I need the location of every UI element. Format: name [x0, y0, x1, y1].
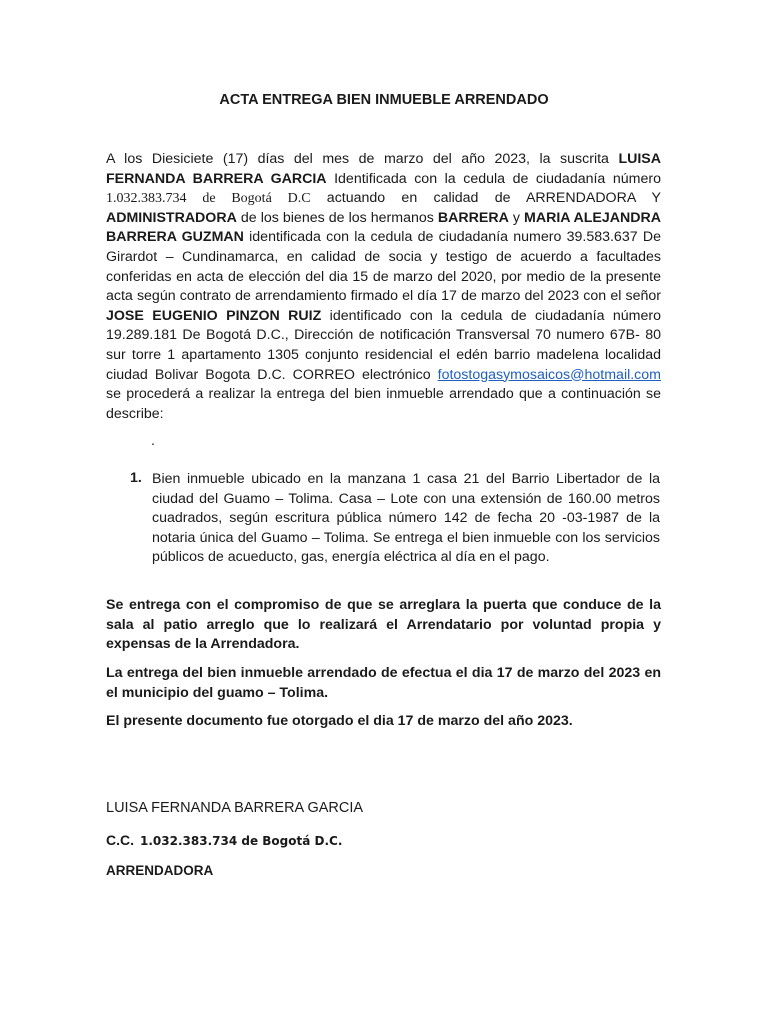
witness-name: MARIA ALEJANDRA BARRERA GUZMAN: [106, 209, 661, 246]
delivery-paragraph: La entrega del bien inmueble arrendado de efectua el dia 17 de marzo del 2023 en el municipio del guamo – Tolima.: [106, 665, 661, 701]
list-item-number: 1.: [130, 470, 142, 486]
intro-text-4: de los bienes de los hermanos: [236, 209, 438, 226]
arrendadora-id: 1.032.383.734 de Bogotá D.C: [106, 191, 311, 207]
barrera-label: BARRERA: [437, 209, 509, 226]
signature-cc-number: 1.032.383.734 de Bogotá D.C.: [140, 834, 343, 848]
stray-dot: .: [151, 432, 155, 448]
intro-text-1: A los Diesiciete (17) días del mes de marzo del año 2023, la suscrita: [106, 151, 619, 167]
intro-text-5: y: [508, 209, 525, 226]
signature-cc-label: C.C.: [106, 832, 134, 848]
signature-name: LUISA FERNANDA BARRERA GARCIA: [106, 800, 364, 816]
intro-text-3: actuando en calidad de ARRENDADORA Y: [310, 190, 661, 207]
intro-text-2: Identificada con la cedula de ciudadanía número: [326, 170, 661, 187]
commitment-paragraph: Se entrega con el compromiso de que se arreglara la puerta que conduce de la sala al patio arreglo que lo realizará el Arrendatario por voluntad propia y expensas de la Arrendadora.: [106, 597, 661, 653]
intro-text-8: se procederá a realizar la entrega del bien inmueble arrendado que a continuación se describe:: [106, 386, 661, 422]
intro-text-6: identificada con la cedula de ciudadanía numero 39.583.637 De Girardot – Cundinamarca, en calidad de socia y testigo de acuerdo a facultades conferidas en acta de elección del dia 15 de marzo del 2020, por medio de la presente acta según contrato de arrendamiento firmado el día 17 de marzo del 2023 con el señor: [106, 229, 661, 305]
intro-paragraph: [106, 150, 661, 424]
intro-text-7: identificado con la cedula de ciudadanía número 19.289.181 De Bogotá D.C., Dirección de notificación Transversal 70 numero 67B- 80 sur torre 1 apartamento 1305 conjunto residencial el edén barrio madelena localidad ciudad Bolivar Bogota D.C. CORREO electrónico: [106, 307, 661, 383]
signature-id: [106, 832, 342, 848]
document-title: ACTA ENTREGA BIEN INMUEBLE ARRENDADO: [219, 92, 549, 108]
signature-role: ARRENDADORA: [106, 863, 214, 878]
administradora-label: ADMINISTRADORA: [106, 209, 237, 226]
list-item-text: Bien inmueble ubicado en la manzana 1 casa 21 del Barrio Libertador de la ciudad del Guamo – Tolima. Casa – Lote con una extensión de 160.00 metros cuadrados, según escritura pública número 142 de fecha 20 -03-1987 de la notaria única del Guamo – Tolima. Se entrega el bien inmueble con los servicios públicos de acueducto, gas, energía eléctrica al día en el pago.: [152, 471, 660, 566]
email-link[interactable]: fotostogasymosaicos@hotmail.com: [437, 366, 661, 383]
arrendadora-name: LUISA FERNANDA BARRERA GARCIA: [106, 151, 661, 187]
granted-paragraph: El presente documento fue otorgado el dia 17 de marzo del año 2023.: [106, 713, 573, 729]
arrendatario-name: JOSE EUGENIO PINZON RUIZ: [106, 307, 322, 324]
